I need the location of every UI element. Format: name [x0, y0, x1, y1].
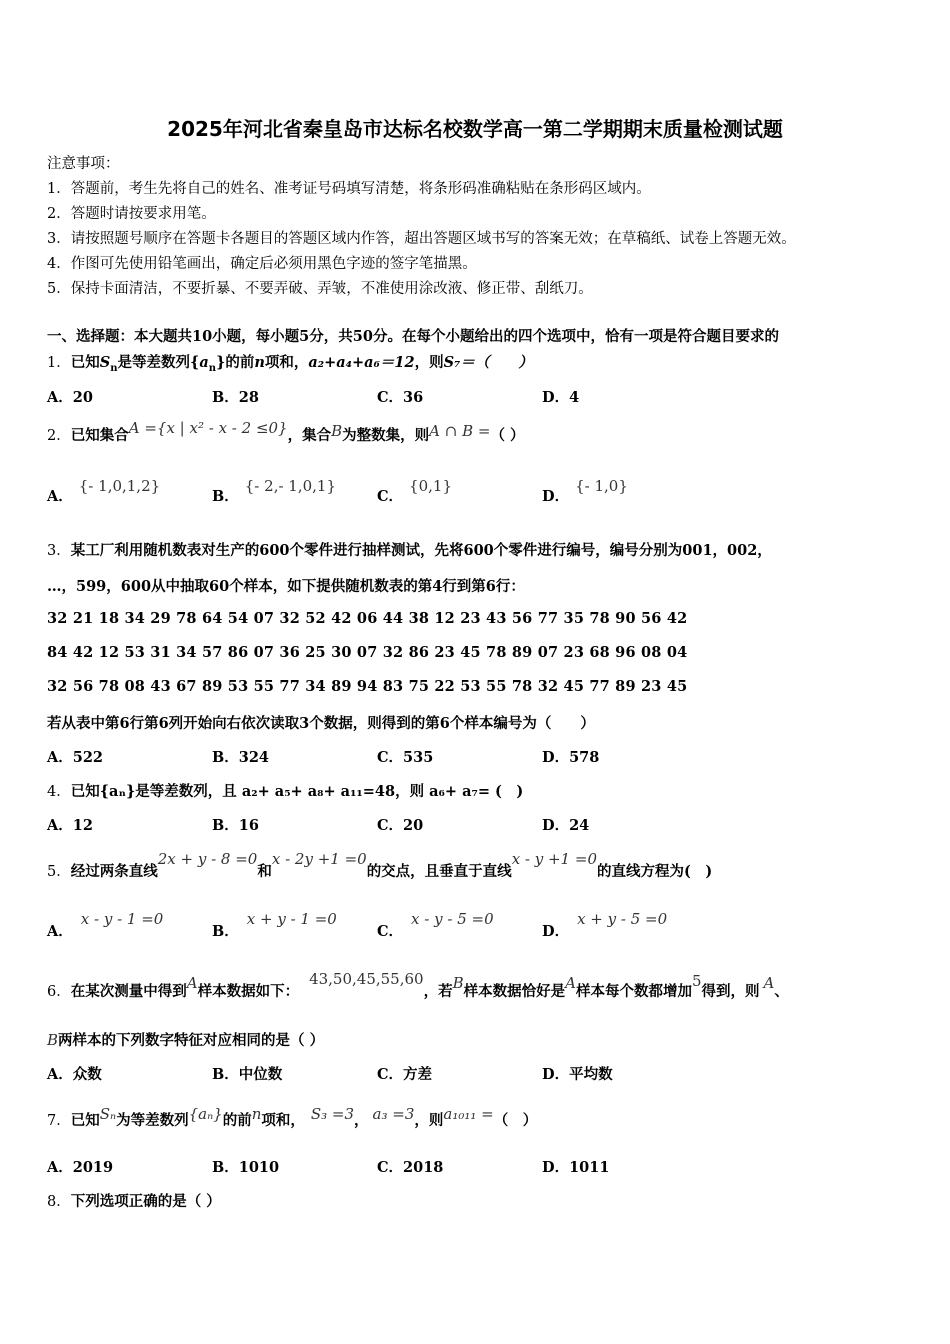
option-math: {- 2,- 1,0,1} [244, 477, 337, 495]
q6-option-c[interactable]: C．方差 [377, 1066, 433, 1083]
q1-option-d[interactable]: D．4 [542, 389, 580, 406]
q2-text: 已知集合 [70, 427, 129, 444]
question-6 [47, 970, 789, 1001]
q6-text: 在某次测量中得到 [70, 983, 187, 1000]
q1-text: 是等差数列{ [117, 354, 200, 371]
q7-sn: Sₙ [99, 1105, 117, 1123]
notes-item: 4．作图可先使用铅笔画出，确定后必须用黑色字迹的签字笔描黑。 [47, 256, 477, 272]
notes-item: 1．答题前，考生先将自己的姓名、准考证号码填写清楚，将条形码准确粘贴在条形码区域内。 [47, 181, 651, 197]
q6-option-a[interactable]: A．众数 [47, 1066, 102, 1083]
q5-text: 经过两条直线 [70, 863, 158, 880]
q6-text: 、 [774, 983, 789, 1000]
q7-option-c[interactable]: C．2018 [377, 1159, 444, 1176]
question-number: 1． [47, 355, 71, 371]
q2-set-a: A ={x | x² - x - 2 ≤0} [128, 419, 288, 437]
option-label: A． [47, 923, 73, 940]
question-5 [47, 850, 713, 881]
q1-an-sub: n [208, 362, 217, 374]
option-math: x + y - 1 =0 [246, 910, 337, 928]
random-table-row: 32 21 18 34 29 78 64 54 07 32 52 42 06 44 38 12 23 43 56 77 35 78 90 56 42 [47, 610, 688, 627]
q3-question: 若从表中第6行第6列开始向右依次读取3个数据，则得到的第6个样本编号为（ ） [47, 715, 595, 732]
option-label: B． [212, 488, 239, 505]
q5-option-a[interactable] [47, 910, 164, 941]
question-number: 3． [47, 543, 71, 559]
q5-text: 和 [257, 863, 272, 880]
q5-option-b[interactable] [212, 910, 337, 941]
question-3 [47, 539, 772, 560]
q5-line-2: x - 2y +1 =0 [271, 850, 367, 868]
q1-an: a [199, 354, 209, 371]
option-math: {0,1} [409, 477, 452, 495]
q4-option-c[interactable]: C．20 [377, 817, 424, 834]
q2-option-d[interactable] [542, 477, 628, 506]
q6-text: 两样本的下列数字特征对应相同的是（ ） [58, 1032, 325, 1049]
q6-five: 5 [691, 972, 702, 990]
q1-option-b[interactable]: B．28 [212, 389, 259, 406]
q6-b: B [47, 1031, 59, 1049]
q1-expression: a₂+a₄+a₆＝12 [308, 354, 415, 371]
q6-text: 得到，则 [701, 983, 760, 1000]
q6-text: 样本每个数都增加 [575, 983, 692, 1000]
q7-option-b[interactable]: B．1010 [212, 1159, 280, 1176]
q1-n: n [254, 354, 265, 371]
question-number: 6． [47, 984, 71, 1000]
q6-text-line [47, 1029, 324, 1050]
q7-text: （ ） [493, 1112, 538, 1129]
q6-a: A [763, 974, 775, 992]
q2-text: 为整数集，则 [342, 427, 430, 444]
q4-text: 已知{aₙ}是等差数列，且 a₂+ a₅+ a₈+ a₁₁=48，则 a₆+ a₇= ( ) [70, 783, 524, 800]
q4-option-a[interactable]: A．12 [47, 817, 93, 834]
question-number: 2． [47, 428, 71, 444]
q3-option-b[interactable]: B．324 [212, 749, 270, 766]
q2-text: （ ） [490, 427, 525, 444]
q1-text: 已知 [70, 354, 100, 371]
q1-option-c[interactable]: C．36 [377, 389, 424, 406]
question-2 [47, 419, 525, 445]
q1-s7: S₇＝（ ） [443, 354, 533, 371]
q1-text: 项和， [264, 354, 309, 371]
q7-text: 的前 [222, 1112, 252, 1129]
q6-a: A [565, 974, 576, 992]
q2-option-a[interactable] [47, 477, 161, 506]
option-label: A． [47, 488, 73, 505]
q2-option-c[interactable] [377, 477, 452, 506]
q6-b: B [452, 974, 464, 992]
question-4 [47, 780, 523, 801]
q1-option-a[interactable]: A．20 [47, 389, 93, 406]
q7-text: 为等差数列 [116, 1112, 189, 1129]
question-1 [47, 351, 533, 374]
option-label: D． [542, 488, 570, 505]
q3-text: 某工厂利用随机数表对生产的600个零件进行抽样测试，先将600个零件进行编号，编号分别为001，002， [70, 542, 772, 559]
q2-option-b[interactable] [212, 477, 337, 506]
q5-option-c[interactable] [377, 910, 494, 941]
q8-text: 下列选项正确的是（ ） [70, 1193, 221, 1210]
q1-text: ，则 [414, 354, 444, 371]
q7-option-d[interactable]: D．1011 [542, 1159, 610, 1176]
question-number: 7． [47, 1113, 71, 1129]
q2-text: ，集合 [287, 427, 332, 444]
option-math: x + y - 5 =0 [577, 910, 668, 928]
question-7 [47, 1105, 538, 1130]
q7-text: 已知 [70, 1112, 100, 1129]
option-label: B． [212, 923, 239, 940]
q1-sn: S [99, 354, 111, 371]
q7-an: {aₙ} [188, 1105, 223, 1123]
q6-text: ，若 [423, 983, 453, 1000]
question-8 [47, 1190, 221, 1211]
q6-option-d[interactable]: D．平均数 [542, 1066, 613, 1083]
q6-a: A [186, 974, 198, 992]
q7-n: n [251, 1105, 262, 1123]
q7-text: ， [354, 1112, 369, 1129]
q6-text: 样本数据恰好是 [463, 983, 566, 1000]
q7-a1011: a₁₀₁₁ = [443, 1105, 494, 1123]
q5-line-3: x - y +1 =0 [511, 850, 597, 868]
q7-text: ，则 [414, 1112, 444, 1129]
option-label: D． [542, 923, 570, 940]
q5-text: 的直线方程为( ) [597, 863, 713, 880]
section-heading: 一、选择题：本大题共10小题，每小题5分，共50分。在每个小题给出的四个选项中，恰有一项是符合题目要求的 [47, 328, 779, 345]
question-number: 4． [47, 784, 71, 800]
q5-line-1: 2x + y - 8 =0 [157, 850, 258, 868]
random-table-row: 84 42 12 53 31 34 57 86 07 36 25 30 07 32 86 23 45 78 89 07 23 68 96 08 04 [47, 644, 688, 661]
q2-expression: A ∩ B = [429, 422, 491, 440]
q6-option-b[interactable]: B．中位数 [212, 1066, 283, 1083]
question-number: 8． [47, 1194, 71, 1210]
notes-item: 3．请按照题号顺序在答题卡各题目的答题区域内作答，超出答题区域书写的答案无效；在草稿纸、试卷上答题无效。 [47, 231, 796, 247]
q1-sn-sub: n [110, 362, 118, 374]
option-label: C． [377, 923, 404, 940]
q3-option-c[interactable]: C．535 [377, 749, 434, 766]
q3-option-a[interactable]: A．522 [47, 749, 104, 766]
notes-item: 5．保持卡面清洁，不要折暴、不要弄破、弄皱，不准使用涂改液、修正带、刮纸刀。 [47, 281, 593, 297]
option-math: {- 1,0} [575, 477, 628, 495]
q7-text: 项和， [261, 1112, 305, 1129]
q3-option-d[interactable]: D．578 [542, 749, 600, 766]
option-math: x - y - 1 =0 [80, 910, 164, 928]
question-number: 5． [47, 864, 71, 880]
notes-item: 2．答题时请按要求用笔。 [47, 206, 216, 222]
q7-s3: S₃ =3 [310, 1105, 355, 1123]
option-math: x - y - 5 =0 [411, 910, 494, 928]
page-title: 2025年河北省秦皇岛市达标名校数学高一第二学期期末质量检测试题 [167, 117, 783, 141]
q7-option-a[interactable]: A．2019 [47, 1159, 114, 1176]
q7-a3: a₃ =3 [372, 1105, 415, 1123]
q6-data: 43,50,45,55,60 [309, 970, 424, 988]
q5-option-d[interactable] [542, 910, 668, 941]
option-label: C． [377, 488, 404, 505]
q4-option-d[interactable]: D．24 [542, 817, 590, 834]
q5-text: 的交点，且垂直于直线 [366, 863, 512, 880]
option-math: {- 1,0,1,2} [78, 477, 161, 495]
random-table-row: 32 56 78 08 43 67 89 53 55 77 34 89 94 83 75 22 53 55 78 32 45 77 89 23 45 [47, 678, 688, 695]
q6-text: 样本数据如下： [197, 983, 300, 1000]
q2-b: B [331, 422, 343, 440]
q4-option-b[interactable]: B．16 [212, 817, 259, 834]
notes-heading: 注意事项： [47, 156, 120, 172]
q3-text-line: …，599，600从中抽取60个样本，如下提供随机数表的第4行到第6行： [47, 578, 525, 595]
q1-text: }的前 [216, 354, 255, 371]
